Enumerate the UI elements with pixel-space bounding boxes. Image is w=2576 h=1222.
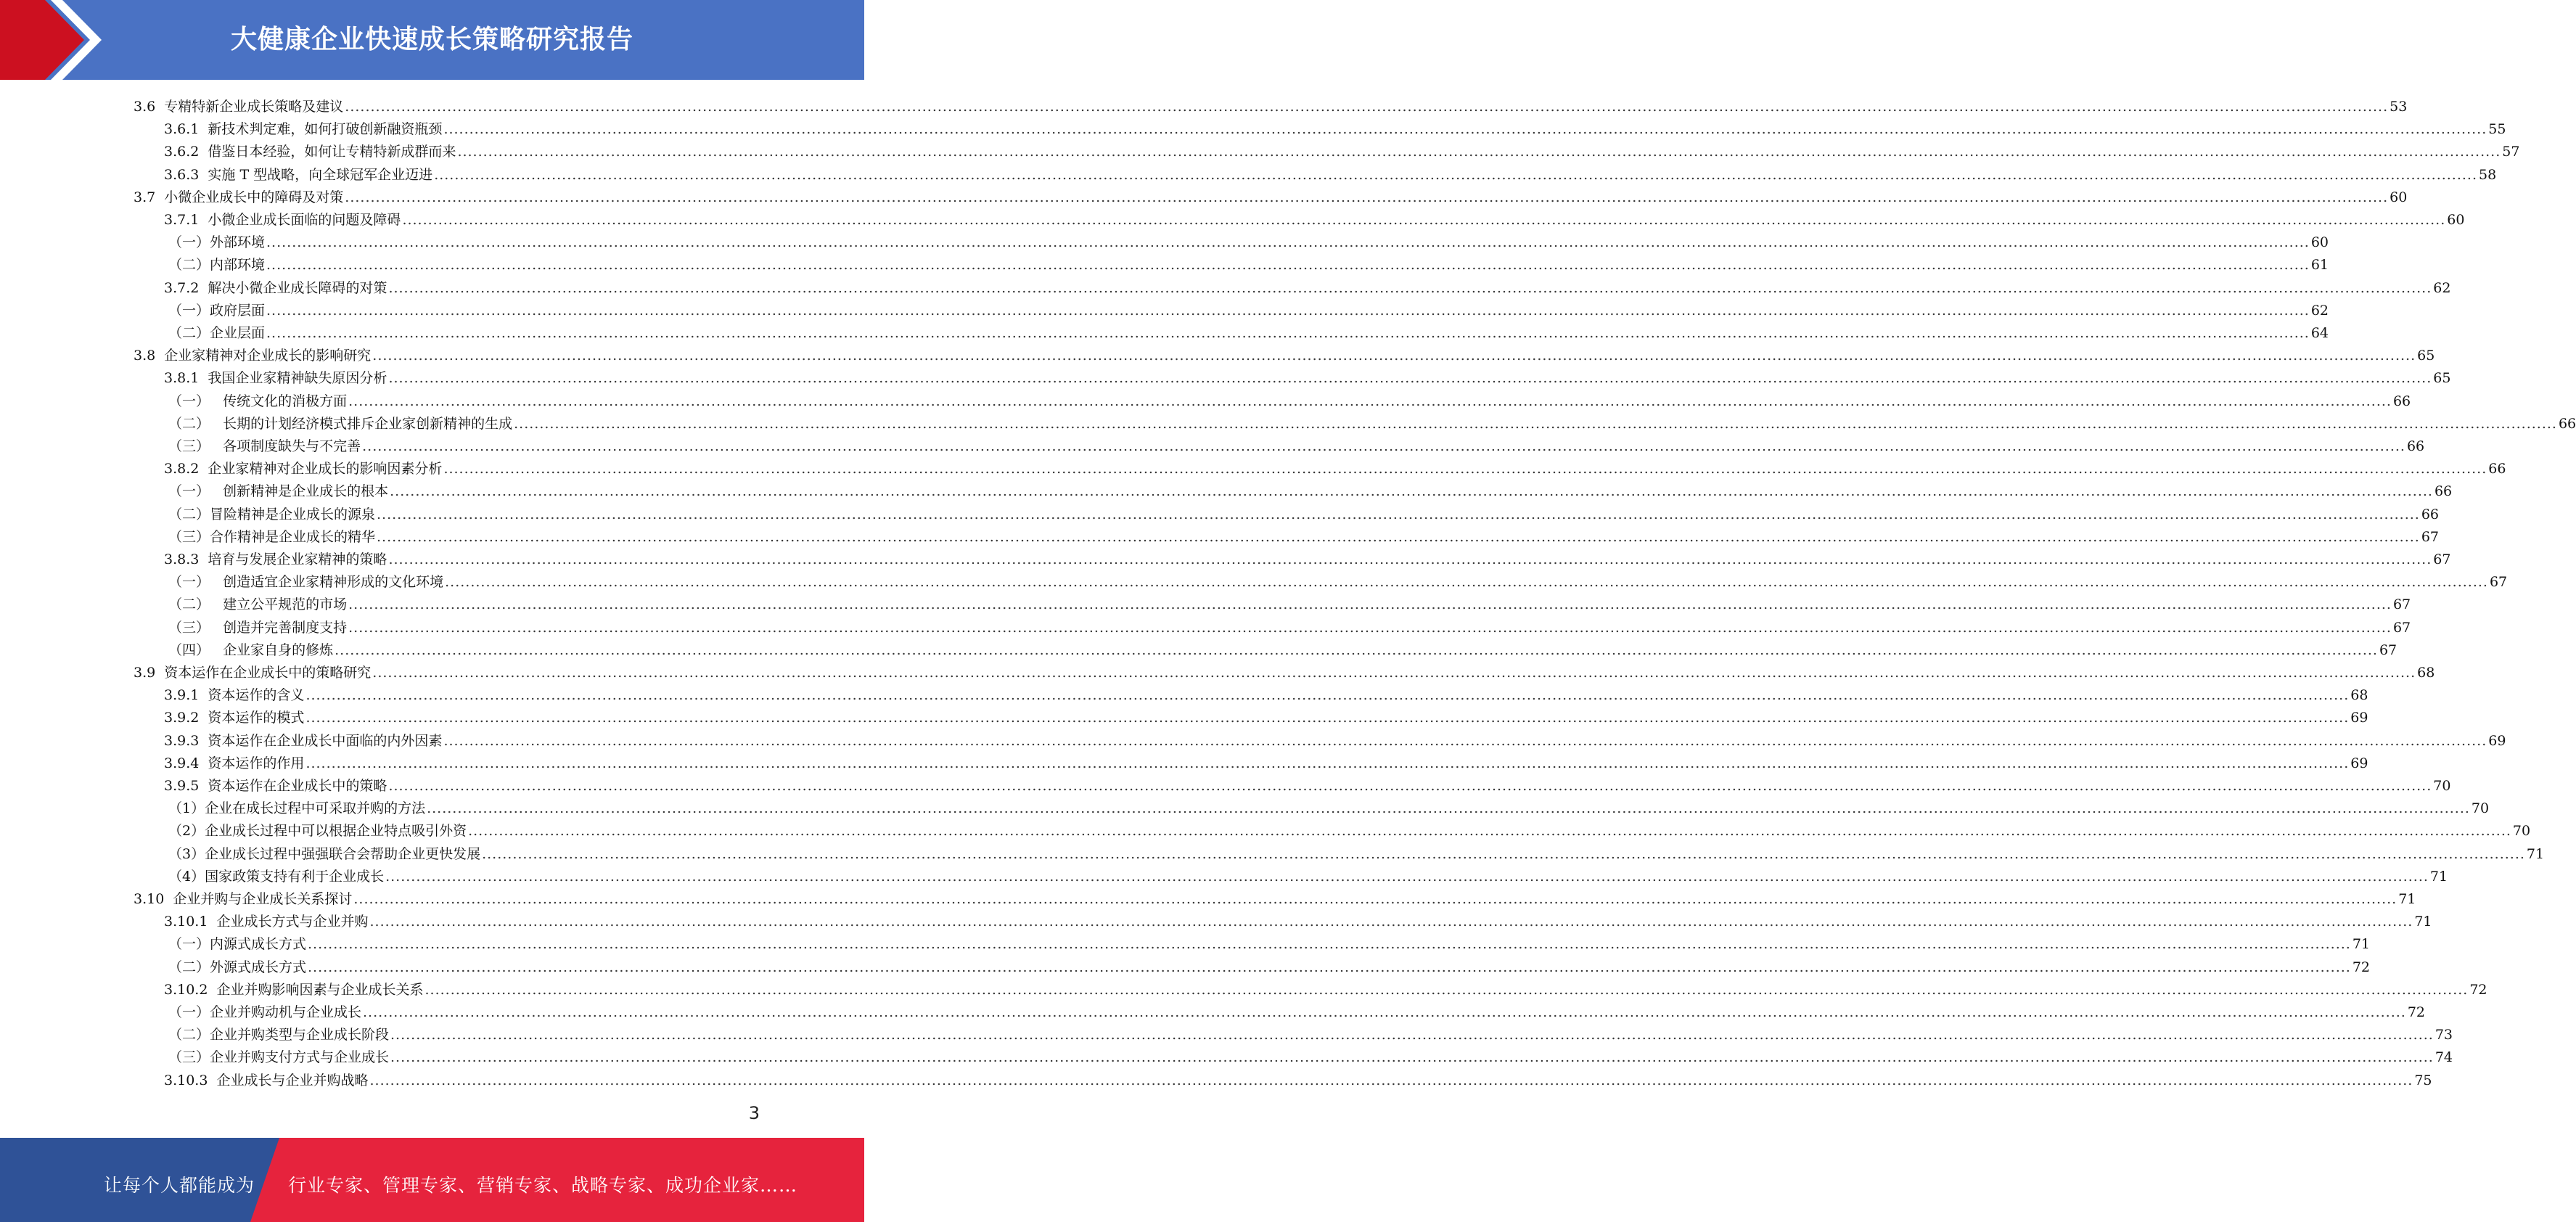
toc-entry[interactable] [168,523,2440,546]
toc-entry-title: （一） 创造适宜企业家精神形成的文化环境 [168,574,444,591]
toc-dot-leader: ................................................................................................................................................................................................................................................................................................................................................................................................................ [482,845,2525,862]
toc-dot-leader: ................................................................................................................................................................................................................................................................................................................................................................................................................ [443,121,2487,138]
toc-entry-page: 66 [2421,506,2440,522]
toc-entry-title: （二）企业层面 [168,325,266,341]
toc-entry-page: 71 [2429,868,2448,885]
toc-dot-leader: ................................................................................................................................................................................................................................................................................................................................................................................................................ [266,257,2310,274]
toc-entry-title: 3.6.3 实施 T 型战略，向全球冠军企业迈进 [164,166,433,183]
toc-entry[interactable] [168,568,2508,591]
toc-entry[interactable] [164,704,2368,726]
toc-entry-page: 68 [2417,665,2435,681]
toc-entry-title: （三） 各项制度缺失与不完善 [168,438,361,454]
toc-dot-leader: ................................................................................................................................................................................................................................................................................................................................................................................................................ [266,325,2310,341]
toc-entry[interactable] [164,908,2432,930]
toc-dot-leader: ................................................................................................................................................................................................................................................................................................................................................................................................................ [388,370,2432,387]
toc-entry-title: 3.6 专精特新企业成长策略及建议 [134,99,344,115]
toc-entry-page: 70 [2471,800,2490,817]
toc-dot-leader: ................................................................................................................................................................................................................................................................................................................................................................................................................ [372,665,2416,681]
toc-entry-title: （四） 企业家自身的修炼 [168,641,334,658]
toc-entry[interactable] [168,636,2397,659]
toc-entry-page: 62 [2433,279,2451,296]
toc-entry-title: （一） 创新精神是企业成长的根本 [168,483,389,500]
toc-entry-page: 65 [2417,348,2435,364]
toc-entry-page: 58 [2479,166,2497,183]
footer-slogan-right: 行业专家、管理专家、营销专家、战略专家、成功企业家…… [288,1175,798,1196]
toc-entry-title: 3.8 企业家精神对企业成长的影响研究 [134,348,372,364]
toc-dot-leader: ................................................................................................................................................................................................................................................................................................................................................................................................................ [390,1027,2434,1043]
toc-entry-page: 53 [2390,99,2408,115]
toc-entry-page: 71 [2398,891,2416,907]
toc-entry-page: 62 [2310,302,2329,319]
toc-dot-leader: ................................................................................................................................................................................................................................................................................................................................................................................................................ [305,687,2350,704]
toc-entry[interactable] [168,297,2329,319]
toc-dot-leader: ................................................................................................................................................................................................................................................................................................................................................................................................................ [308,959,2351,975]
toc-entry[interactable] [164,772,2451,795]
toc-entry-page: 67 [2489,574,2508,591]
toc-entry[interactable] [168,795,2490,817]
toc-dot-leader: ................................................................................................................................................................................................................................................................................................................................................................................................................ [468,823,2511,840]
toc-dot-leader: ................................................................................................................................................................................................................................................................................................................................................................................................................ [388,279,2432,296]
toc-dot-leader: ................................................................................................................................................................................................................................................................................................................................................................................................................ [353,891,2397,907]
toc-entry-title: 3.9.5 资本运作在企业成长中的策略 [164,778,387,794]
toc-entry[interactable] [168,1043,2453,1066]
toc-entry[interactable] [168,477,2453,500]
toc-dot-leader: ................................................................................................................................................................................................................................................................................................................................................................................................................ [335,641,2378,658]
toc-entry-page: 72 [2469,981,2487,998]
toc-entry-page: 72 [2352,959,2371,975]
toc-entry[interactable] [168,387,2411,410]
toc-entry-page: 69 [2350,755,2368,771]
toc-dot-leader: ................................................................................................................................................................................................................................................................................................................................................................................................................ [424,981,2469,998]
toc-entry-title: 3.7.1 小微企业成长面临的问题及障碍 [164,212,401,228]
toc-entry[interactable] [168,591,2411,613]
toc-entry[interactable] [164,1067,2432,1089]
toc-entry-title: （一） 传统文化的消极方面 [168,393,348,409]
toc-entry-title: 3.9.3 资本运作在企业成长中面临的内外因素 [164,732,443,749]
toc-entry-title: （二）冒险精神是企业成长的源泉 [168,506,376,522]
toc-entry-page: 60 [2390,189,2408,205]
toc-dot-leader: ................................................................................................................................................................................................................................................................................................................................................................................................................ [348,393,2392,409]
toc-entry-title: （二） 建立公平规范的市场 [168,596,348,613]
toc-entry-page: 70 [2512,823,2531,840]
toc-dot-leader: ................................................................................................................................................................................................................................................................................................................................................................................................................ [377,506,2420,522]
toc-entry[interactable] [168,817,2531,840]
toc-dot-leader: ................................................................................................................................................................................................................................................................................................................................................................................................................ [348,619,2392,636]
toc-entry[interactable] [164,750,2368,772]
toc-entry[interactable] [164,161,2497,184]
toc-entry-title: 3.10.2 企业并购影响因素与企业成长关系 [164,981,424,998]
toc-entry[interactable] [164,681,2368,704]
toc-entry-title: （二）外源式成长方式 [168,959,307,975]
toc-entry[interactable] [168,998,2426,1021]
toc-entry-page: 68 [2350,687,2368,704]
toc-entry-title: 3.8.1 我国企业家精神缺失原因分析 [164,370,387,387]
toc-dot-leader: ................................................................................................................................................................................................................................................................................................................................................................................................................ [305,755,2350,771]
toc-entry[interactable] [164,546,2451,568]
toc-dot-leader: ................................................................................................................................................................................................................................................................................................................................................................................................................ [348,596,2392,613]
toc-entry[interactable] [134,885,2416,908]
toc-entry[interactable] [168,930,2371,953]
toc-entry-title: 3.10.1 企业成长方式与企业并购 [164,914,369,930]
toc-entry-title: 3.9.1 资本运作的含义 [164,687,305,704]
toc-entry-page: 67 [2392,619,2411,636]
toc-entry-title: 3.8.2 企业家精神对企业成长的影响因素分析 [164,461,443,477]
toc-entry-page: 66 [2406,438,2425,454]
toc-entry[interactable] [168,614,2411,636]
toc-dot-leader: ................................................................................................................................................................................................................................................................................................................................................................................................................ [402,212,2446,228]
toc-dot-leader: ................................................................................................................................................................................................................................................................................................................................................................................................................ [345,99,2389,115]
toc-dot-leader: ................................................................................................................................................................................................................................................................................................................................................................................................................ [372,348,2416,364]
footer-band [0,1138,864,1222]
toc-entry-title: 3.9.2 资本运作的模式 [164,710,305,726]
toc-entry-title: 3.9.4 资本运作的作用 [164,755,305,771]
toc-entry-page: 74 [2435,1049,2453,1066]
toc-entry-page: 71 [2352,936,2371,953]
toc-dot-leader: ................................................................................................................................................................................................................................................................................................................................................................................................................ [390,483,2433,500]
toc-entry[interactable] [164,364,2451,387]
toc-dot-leader: ................................................................................................................................................................................................................................................................................................................................................................................................................ [457,144,2501,160]
toc-entry[interactable] [168,251,2329,274]
toc-entry-title: （1）企业在成长过程中可采取并购的方法 [168,800,426,817]
toc-entry-title: 3.9 资本运作在企业成长中的策略研究 [134,665,372,681]
toc-entry[interactable] [164,727,2506,750]
toc-entry-title: （二）内部环境 [168,257,266,274]
toc-entry-title: 3.10.3 企业成长与企业并购战略 [164,1072,369,1088]
toc-dot-leader: ................................................................................................................................................................................................................................................................................................................................................................................................................ [369,914,2413,930]
toc-entry-page: 71 [2414,914,2432,930]
toc-entry-page: 67 [2433,551,2451,567]
toc-dot-leader: ................................................................................................................................................................................................................................................................................................................................................................................................................ [390,1049,2434,1066]
toc-dot-leader: ................................................................................................................................................................................................................................................................................................................................................................................................................ [363,1004,2406,1020]
toc-entry-title: 3.7.2 解决小微企业成长障碍的对策 [164,279,387,296]
toc-entry[interactable] [164,206,2465,229]
toc-entry[interactable] [134,184,2408,206]
toc-entry-title: 3.8.3 培育与发展企业家精神的策略 [164,551,387,567]
toc-dot-leader: ................................................................................................................................................................................................................................................................................................................................................................................................................ [443,732,2487,749]
toc-dot-leader: ................................................................................................................................................................................................................................................................................................................................................................................................................ [266,234,2310,251]
toc-entry-page: 65 [2433,370,2451,387]
toc-entry-title: 3.6.1 新技术判定难，如何打破创新融资瓶颈 [164,121,443,138]
toc-entry-title: （三）企业并购支付方式与企业成长 [168,1049,390,1066]
toc-entry-title: （一）企业并购动机与企业成长 [168,1004,362,1020]
toc-entry[interactable] [168,1021,2453,1043]
toc-entry-title: （一）内源式成长方式 [168,936,307,953]
toc-entry-page: 64 [2310,325,2329,341]
toc-dot-leader: ................................................................................................................................................................................................................................................................................................................................................................................................................ [362,438,2405,454]
header-band [0,0,864,80]
toc-entry[interactable] [168,432,2425,455]
toc-dot-leader: ................................................................................................................................................................................................................................................................................................................................................................................................................ [443,461,2487,477]
toc-entry[interactable] [168,501,2440,523]
toc-dot-leader: ................................................................................................................................................................................................................................................................................................................................................................................................................ [427,800,2470,817]
toc-entry-page: 55 [2488,121,2506,138]
toc-entry-page: 60 [2310,234,2329,251]
toc-entry-title: （二） 长期的计划经济模式排斥企业家创新精神的生成 [168,415,513,432]
footer-slogan-left: 让每个人都能成为 [104,1175,255,1196]
toc-entry[interactable] [168,319,2329,342]
toc-dot-leader: ................................................................................................................................................................................................................................................................................................................................................................................................................ [369,1072,2413,1088]
toc-entry[interactable] [168,954,2371,976]
toc-entry-title: 3.7 小微企业成长中的障碍及对策 [134,189,344,205]
toc-entry[interactable] [134,93,2408,115]
toc-entry-page: 73 [2435,1027,2453,1043]
toc-entry[interactable] [168,863,2448,885]
toc-entry-title: （三） 创造并完善制度支持 [168,619,348,636]
toc-dot-leader: ................................................................................................................................................................................................................................................................................................................................................................................................................ [388,551,2432,567]
toc-entry-page: 60 [2447,212,2465,228]
page-number: 3 [748,1103,760,1123]
toc-entry-page: 75 [2414,1072,2432,1088]
toc-entry-page: 72 [2407,1004,2426,1020]
toc-entry[interactable] [134,659,2435,681]
toc-entry-page: 69 [2488,732,2506,749]
toc-dot-leader: ................................................................................................................................................................................................................................................................................................................................................................................................................ [308,936,2351,953]
toc-entry-page: 67 [2379,641,2397,658]
toc-entry-title: 3.6.2 借鉴日本经验，如何让专精特新成群而来 [164,144,456,160]
toc-entry-page: 69 [2350,710,2368,726]
toc-entry[interactable] [164,274,2451,297]
toc-dot-leader: ................................................................................................................................................................................................................................................................................................................................................................................................................ [266,302,2310,319]
toc-entry[interactable] [168,229,2329,251]
toc-entry-page: 66 [2392,393,2411,409]
toc-entry-page: 66 [2434,483,2453,500]
toc-entry-page: 57 [2502,144,2520,160]
toc-entry-page: 66 [2488,461,2506,477]
toc-entry-title: （2）企业成长过程中可以根据企业特点吸引外资 [168,823,467,840]
toc-dot-leader: ................................................................................................................................................................................................................................................................................................................................................................................................................ [305,710,2350,726]
toc-entry[interactable] [164,115,2506,138]
toc-entry-page: 61 [2310,257,2329,274]
toc-dot-leader: ................................................................................................................................................................................................................................................................................................................................................................................................................ [434,166,2478,183]
toc-dot-leader: ................................................................................................................................................................................................................................................................................................................................................................................................................ [388,778,2432,794]
toc-entry-page: 67 [2421,528,2440,545]
toc-entry-title: （3）企业成长过程中强强联合会帮助企业更快发展 [168,845,481,862]
toc-dot-leader: ................................................................................................................................................................................................................................................................................................................................................................................................................ [445,574,2488,591]
toc-dot-leader: ................................................................................................................................................................................................................................................................................................................................................................................................................ [514,415,2557,432]
toc-entry[interactable] [164,138,2520,160]
toc-entry-page: 71 [2526,845,2545,862]
toc-dot-leader: ................................................................................................................................................................................................................................................................................................................................................................................................................ [385,868,2429,885]
toc-entry-title: （一）政府层面 [168,302,266,319]
toc-entry-title: （一）外部环境 [168,234,266,251]
toc-dot-leader: ................................................................................................................................................................................................................................................................................................................................................................................................................ [377,528,2420,545]
toc-entry-title: （4）国家政策支持有利于企业成长 [168,868,385,885]
toc-entry[interactable] [168,410,2576,432]
toc-entry[interactable] [168,840,2545,863]
toc-entry-title: （三）合作精神是企业成长的精华 [168,528,376,545]
toc-entry[interactable] [164,976,2487,998]
toc-dot-leader: ................................................................................................................................................................................................................................................................................................................................................................................................................ [345,189,2389,205]
report-title: 大健康企业快速成长策略研究报告 [230,25,633,54]
header-red-chevron [0,0,109,80]
toc-entry-title: 3.10 企业并购与企业成长关系探讨 [134,891,353,907]
toc-entry[interactable] [134,342,2435,364]
toc-entry-page: 70 [2433,778,2451,794]
toc-entry-page: 67 [2392,596,2411,613]
toc-entry-page: 66 [2558,415,2576,432]
toc-entry[interactable] [164,455,2506,477]
toc-entry-title: （二）企业并购类型与企业成长阶段 [168,1027,390,1043]
